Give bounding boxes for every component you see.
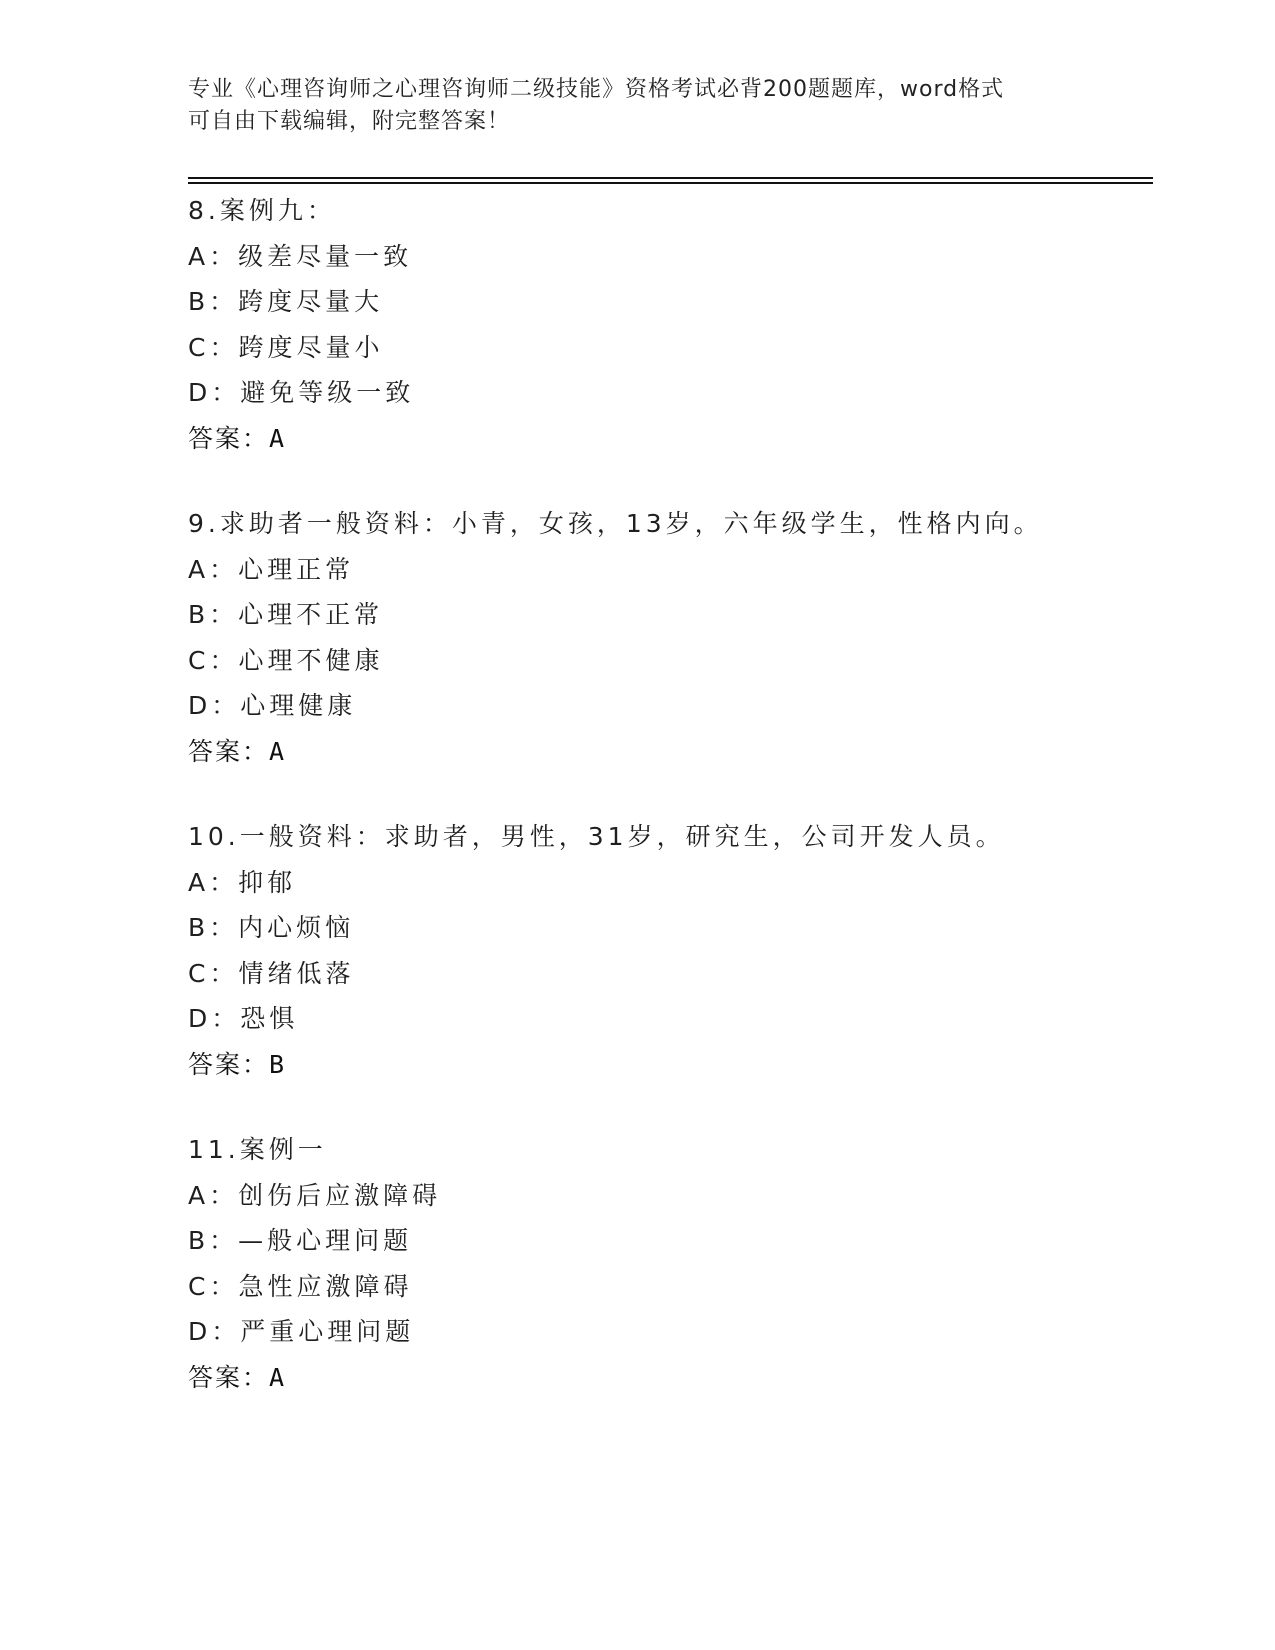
- option-a: A：心理正常: [188, 554, 355, 584]
- option-b: B：内心烦恼: [188, 913, 355, 942]
- option-c: C：心理不健康: [188, 645, 384, 675]
- answer-value: A: [269, 736, 287, 766]
- option-a: A：抑郁: [188, 867, 297, 897]
- header-line-1: 专业《心理咨询师之心理咨询师二级技能》资格考试必背200题题库，word格式: [188, 77, 1005, 102]
- option-d: D：严重心理问题: [188, 1317, 415, 1346]
- question-title: 8.案例九：: [188, 196, 336, 225]
- question-title: 10.一般资料：求助者，男性，31岁，研究生，公司开发人员。: [188, 822, 1005, 851]
- answer-line: [188, 1042, 1148, 1088]
- answer-label: 答案：: [188, 1362, 270, 1392]
- option-a: A：创伤后应激障碍: [188, 1180, 442, 1210]
- answer-value: A: [269, 1362, 287, 1392]
- question-item: [188, 501, 1148, 774]
- question-item: [188, 1127, 1148, 1400]
- option-a: A：级差尽量一致: [188, 241, 413, 271]
- option-d: D：心理健康: [188, 691, 357, 720]
- option-d: D：避免等级一致: [188, 378, 415, 407]
- question-item: [188, 814, 1148, 1087]
- answer-label: 答案：: [188, 736, 270, 766]
- answer-line: [188, 729, 1148, 775]
- option-c: C：情绪低落: [188, 958, 355, 988]
- answer-line: [188, 416, 1148, 462]
- question-title: 9.求助者一般资料：小青，女孩，13岁，六年级学生，性格内向。: [188, 509, 1043, 538]
- answer-value: A: [269, 423, 287, 453]
- question-title: 11.案例一: [188, 1135, 327, 1164]
- header-line-2: 可自由下载编辑，附完整答案！: [188, 109, 511, 134]
- option-c: C：急性应激障碍: [188, 1271, 413, 1301]
- header-divider-top: [188, 177, 1153, 179]
- option-b: B：—般心理问题: [188, 1226, 413, 1255]
- question-list: [188, 188, 1148, 1440]
- answer-line: [188, 1355, 1148, 1401]
- option-c: C：跨度尽量小: [188, 332, 384, 362]
- answer-value: B: [269, 1049, 287, 1079]
- question-item: [188, 188, 1148, 461]
- answer-label: 答案：: [188, 1049, 270, 1079]
- answer-label: 答案：: [188, 423, 270, 453]
- header-divider-bottom: [188, 182, 1153, 184]
- option-d: D：恐惧: [188, 1004, 299, 1033]
- document-header: [188, 74, 1068, 138]
- option-b: B：跨度尽量大: [188, 287, 384, 316]
- option-b: B：心理不正常: [188, 600, 384, 629]
